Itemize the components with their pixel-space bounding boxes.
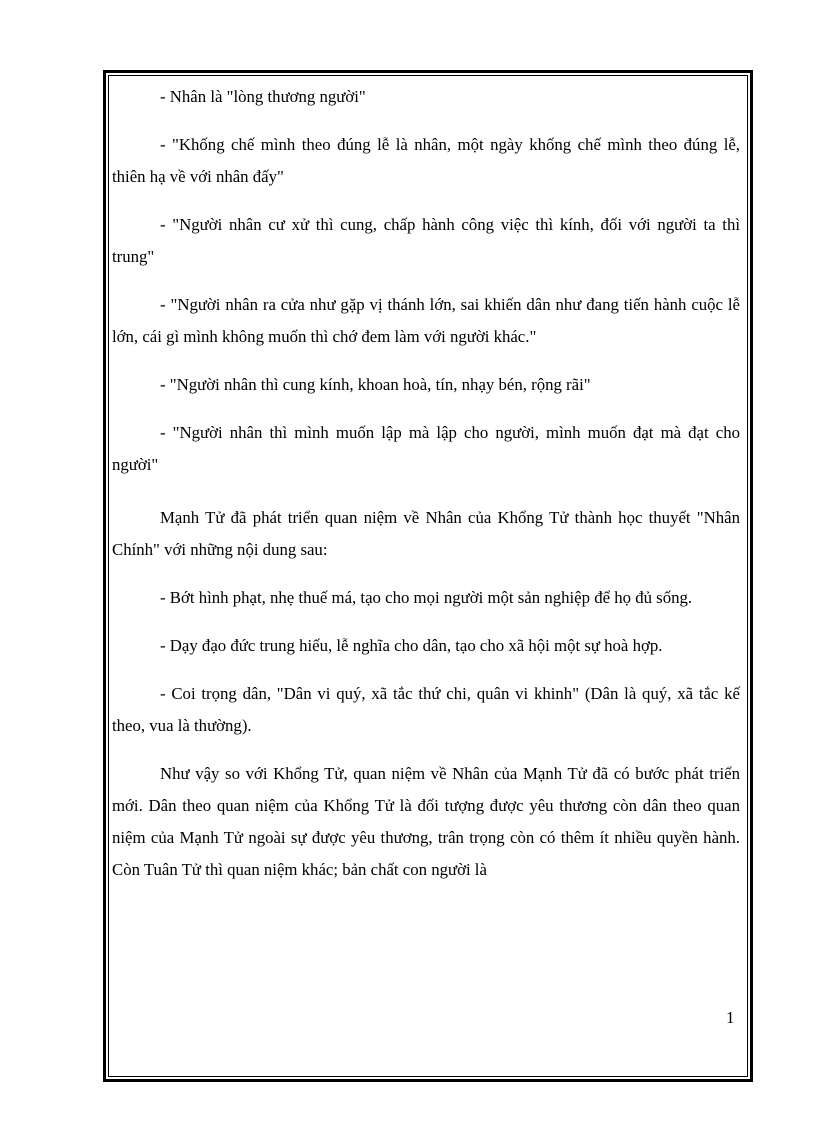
paragraph-3: - "Người nhân cư xử thì cung, chấp hành công việc thì kính, đối với người ta thì trung" — [112, 215, 740, 266]
document-body — [112, 81, 740, 886]
paragraph-8: - Bớt hình phạt, nhẹ thuế má, tạo cho mọi người một sản nghiệp để họ đủ sống. — [160, 588, 693, 607]
page-number: 1 — [726, 1008, 735, 1027]
paragraph-4: - "Người nhân ra cửa như gặp vị thánh lớn, sai khiến dân như đang tiến hành cuộc lễ lớn, cái gì mình không muốn thì chớ đem làm với người khác." — [112, 295, 740, 346]
paragraph-9: - Dạy đạo đức trung hiếu, lễ nghĩa cho dân, tạo cho xã hội một sự hoà hợp. — [160, 636, 663, 655]
paragraph-10: - Coi trọng dân, "Dân vi quý, xã tắc thứ chi, quân vi khinh" (Dân là quý, xã tắc kế theo, vua là thường). — [112, 684, 740, 735]
paragraph-2: - "Khống chế mình theo đúng lễ là nhân, một ngày khống chế mình theo đúng lễ, thiên hạ về với nhân đấy" — [112, 135, 740, 186]
paragraph-7: Mạnh Tử đã phát triển quan niệm về Nhân của Khổng Tử thành học thuyết "Nhân Chính" với những nội dung sau: — [112, 508, 740, 559]
paragraph-11: Như vậy so với Khổng Tử, quan niệm về Nhân của Mạnh Tử đã có bước phát triển mới. Dân theo quan niệm của Khổng Tử là đối tượng được yêu thương còn dân theo quan niệm của Mạnh Tử ngoài sự được yêu thương, trân trọng còn có thêm ít nhiều quyền hành. Còn Tuân Tử thì quan niệm khác; bản chất con người là — [112, 764, 740, 879]
paragraph-6: - "Người nhân thì mình muốn lập mà lập cho người, mình muốn đạt mà đạt cho người" — [112, 423, 740, 474]
paragraph-5: - "Người nhân thì cung kính, khoan hoà, tín, nhạy bén, rộng rãi" — [160, 375, 591, 394]
paragraph-1: - Nhân là "lòng thương người" — [160, 87, 366, 106]
